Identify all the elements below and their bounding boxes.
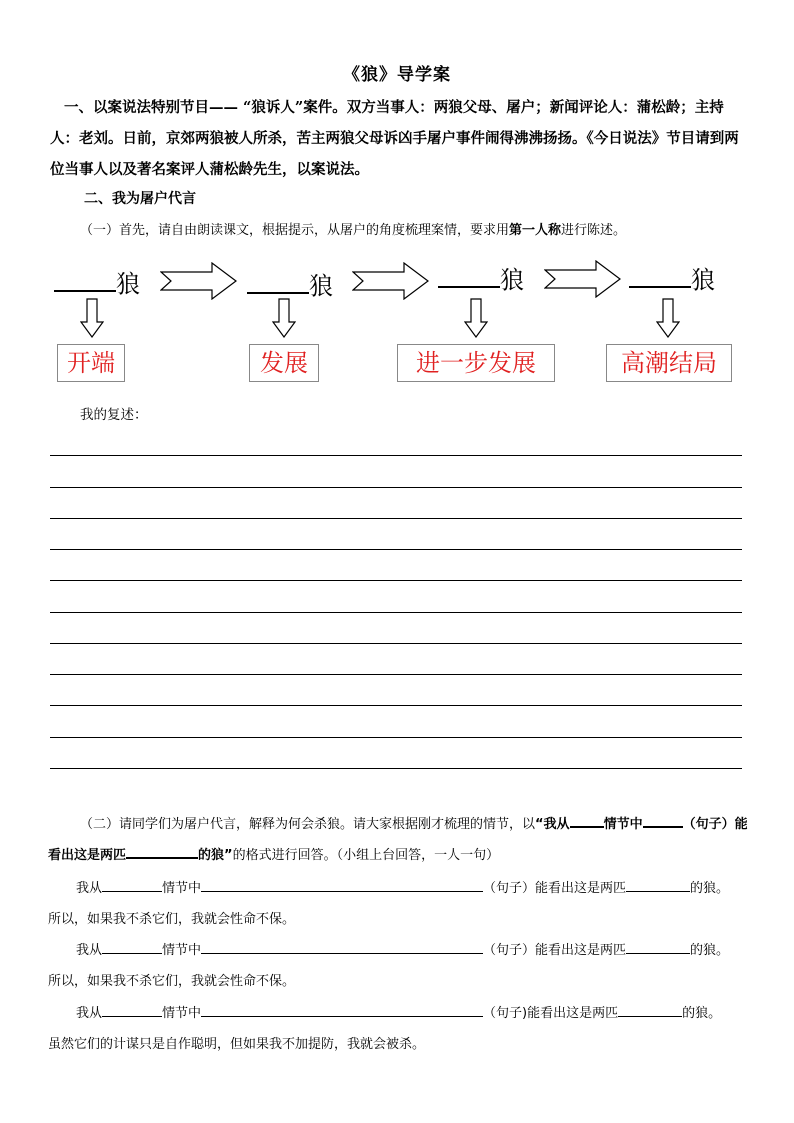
answer-blank[interactable] [626,939,690,954]
answer-consequence-2: 所以，如果我不杀它们，我就会性命不保。 [48,974,296,989]
answer-blank[interactable] [618,1002,682,1017]
answer-text: （句子)能看出这是两匹 [483,1006,619,1021]
writing-line[interactable] [50,768,742,769]
arrow-right-icon [352,262,430,300]
answer-blank[interactable] [626,877,690,892]
answer-blank[interactable] [102,877,162,892]
answer-text: 的狼。 [690,881,730,896]
section1-paragraph: 一、以案说法特别节目—— “狼诉人”案件。双方当事人：两狼父母、屠户；新闻评论人：蒲松龄；主持人：老刘。日前，京郊两狼被人所杀，苦主两狼父母诉凶手屠户事件闹得沸沸扬扬。《今日说法》节目请到两位当事人以及著名案评人蒲松龄先生，以案说法。 [50,99,739,178]
writing-line[interactable] [50,549,742,550]
task2-b4: 子）能看出这是两匹 [48,817,748,863]
answer-blank[interactable] [102,939,162,954]
phase-box-climax-ending: 高潮结局 [606,344,732,382]
answer-text: 情节中 [162,881,202,896]
answer-blank[interactable] [201,877,483,892]
task1-bold: 第一人称 [509,223,562,238]
answer-text: 我从 [76,1006,103,1021]
writing-line[interactable] [50,643,742,644]
stage-2 [247,266,333,301]
answer-consequence-1: 所以，如果我不杀它们，我就会性命不保。 [48,912,296,927]
stage-4-blank[interactable] [629,264,691,288]
writing-line[interactable] [50,612,742,613]
writing-line[interactable] [50,705,742,706]
arrow-down-icon [656,298,680,338]
answer-row-2 [48,939,784,958]
task1-instruction [80,219,626,238]
page-title: 《狼》导学案 [343,65,451,85]
writing-line[interactable] [50,580,742,581]
retell-label: 我的复述： [80,407,148,423]
stage-3-wolf: 狼 [500,266,524,294]
phase-box-beginning: 开端 [57,344,125,382]
stage-4-wolf: 狼 [691,266,715,294]
arrow-down-icon [464,298,488,338]
answer-blank[interactable] [102,1002,162,1017]
stage-1 [54,264,140,299]
answer-blank[interactable] [201,1002,483,1017]
answer-blank[interactable] [201,939,483,954]
section2-heading: 二、我为屠户代言 [84,191,196,207]
task1-text-before: （一）首先，请自由朗读课文，根据提示，从屠户的角度梳理案情，要求用 [80,223,510,238]
task2-blank [643,812,683,828]
answer-text: 情节中 [162,943,202,958]
arrow-down-icon [80,298,104,338]
phase-box-development: 发展 [249,344,319,382]
task2-p2: 的格式进行回答。（小组上台回答，一人一句） [232,848,500,863]
answer-text: 我从 [76,881,103,896]
answer-row-3 [48,1002,784,1021]
task2-instruction [48,809,753,871]
arrow-down-icon [272,298,296,338]
task2-blank [570,812,604,828]
answer-text: 的狼。 [690,943,730,958]
answer-text: 的狼。 [682,1006,722,1021]
task2-b5: 的狼” [198,848,233,863]
task2-p1: （二）请同学们为屠户代言，解释为何会杀狼。请大家根据刚才梳理的情节，以 [80,817,536,832]
stage-2-blank[interactable] [247,270,309,294]
stage-3-blank[interactable] [438,264,500,288]
answer-text: 我从 [76,943,103,958]
writing-line[interactable] [50,518,742,519]
stage-3 [438,260,524,295]
task1-text-after: 进行陈述。 [561,223,627,238]
writing-line[interactable] [50,455,742,456]
answer-text: 情节中 [162,1006,202,1021]
answer-row-1 [48,877,784,896]
stage-1-blank[interactable] [54,268,116,292]
stage-4 [629,260,715,295]
writing-line[interactable] [50,487,742,488]
task2-b1: “我从 [535,817,570,832]
stage-2-wolf: 狼 [309,272,333,300]
answer-consequence-3: 虽然它们的计谋只是自作聪明，但如果我不加提防，我就会被杀。 [48,1037,426,1052]
answer-text: （句子）能看出这是两匹 [483,943,627,958]
task2-b3: （句 [682,817,709,832]
task2-blank [126,843,198,859]
stage-1-wolf: 狼 [116,270,140,298]
task2-b2: 情节中 [603,817,643,832]
answer-text: （句子）能看出这是两匹 [483,881,627,896]
writing-line[interactable] [50,737,742,738]
arrow-right-icon [160,262,238,300]
phase-box-further-development: 进一步发展 [397,344,555,382]
writing-line[interactable] [50,674,742,675]
arrow-right-icon [544,260,622,298]
